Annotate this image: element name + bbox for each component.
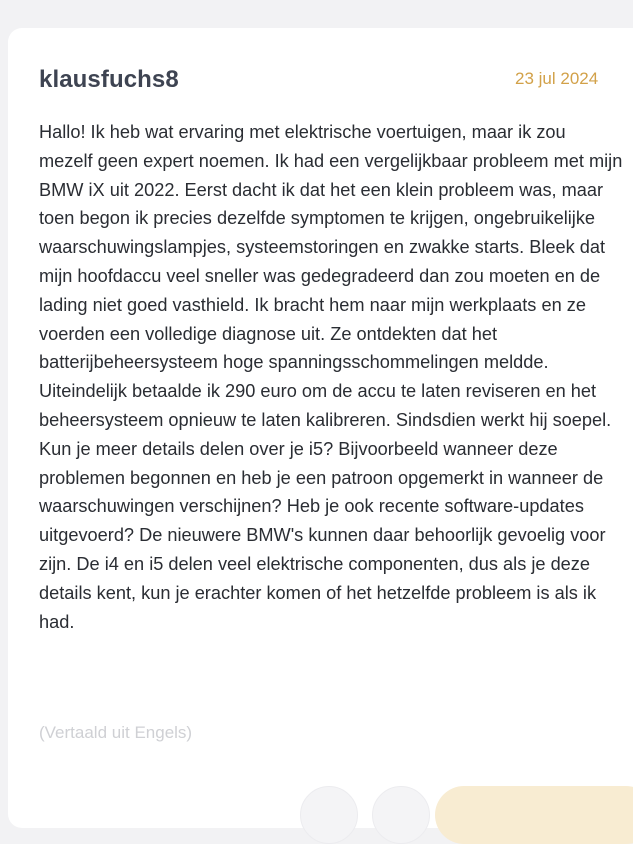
dislike-button[interactable] bbox=[372, 786, 430, 844]
like-button[interactable] bbox=[300, 786, 358, 844]
post-date: 23 jul 2024 bbox=[515, 69, 599, 88]
action-bar bbox=[8, 786, 633, 826]
post-card bbox=[8, 28, 633, 828]
username[interactable]: klausfuchs8 bbox=[39, 66, 179, 93]
reply-button[interactable] bbox=[435, 786, 633, 844]
post-body: Hallo! Ik heb wat ervaring met elektrische voertuigen, maar ik zou mezelf geen expert noemen. Ik had een vergelijkbaar probleem met mijn BMW iX uit 2022. Eerst dacht ik dat het een klein probleem was, maar toen begon ik precies dezelfde symptomen te krijgen, ongebruikelijke waarschuwingslampjes, systeemstoringen en zwakke starts. Bleek dat mijn hoofdaccu veel sneller was gedegradeerd dan zou moeten en de lading niet goed vasthield. Ik bracht hem naar mijn werkplaats en ze voerden een volledige diagnose uit. Ze ontdekten dat het batterijbeheersysteem hoge spanningsschommelingen meldde. Uiteindelijk betaalde ik 290 euro om de accu te laten reviseren en het beheersysteem opnieuw te laten kalibreren. Sindsdien werkt hij soepel. Kun je meer details delen over je i5? Bijvoorbeeld wanneer deze problemen begonnen en heb je een patroon opgemerkt in wanneer de waarschuwingen verschijnen? Heb je ook recente software-updates uitgevoerd? De nieuwere BMW's kunnen daar behoorlijk gevoelig voor zijn. De i4 en i5 delen veel elektrische componenten, dus als je deze details kent, kun je erachter komen of het hetzelfde probleem is als ik had. bbox=[39, 122, 623, 632]
post-header bbox=[39, 66, 624, 96]
translation-note[interactable]: (Vertaald uit Engels) bbox=[39, 723, 193, 742]
